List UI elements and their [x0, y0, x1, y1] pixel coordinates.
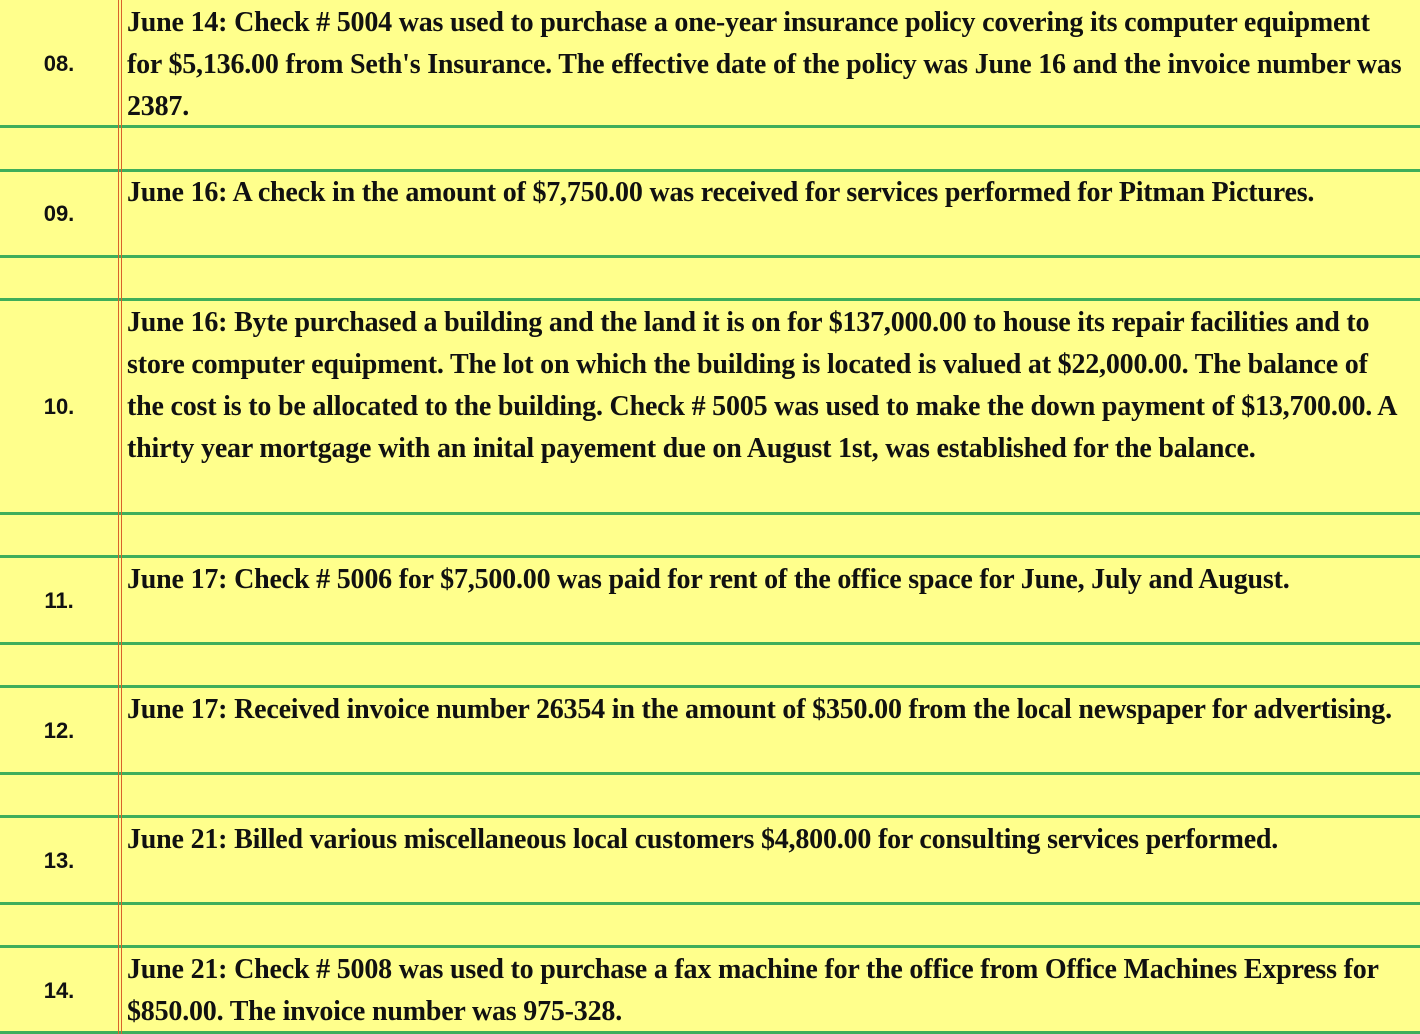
- entry-text: June 14: Check # 5004 was used to purchase a one-year insurance policy covering its computer equipment for $5,136.00 from Seth's Insurance. The effective date of the policy was June 16 and the invoice number was 2387.: [127, 7, 1402, 122]
- entry-13: [0, 819, 1420, 903]
- entry-text: June 16: A check in the amount of $7,750.00 was received for services performed for Pitman Pictures.: [127, 177, 1315, 208]
- rule-line: [0, 642, 1420, 645]
- entry-08: [0, 2, 1420, 126]
- entry-text: June 21: Check # 5008 was used to purchase a fax machine for the office from Office Machines Express for $850.00. The invoice number was 975-328.: [127, 954, 1379, 1027]
- rule-line: [0, 125, 1420, 128]
- entry-text: June 17: Check # 5006 for $7,500.00 was paid for rent of the office space for June, July and August.: [127, 564, 1290, 595]
- entry-11: [0, 559, 1420, 643]
- rule-line: [0, 685, 1420, 688]
- entry-12: [0, 689, 1420, 773]
- entry-text: June 16: Byte purchased a building and the land it is on for $137,000.00 to house its repair facilities and to store computer equipment. The lot on which the building is located is valued at $22,000.00. The balance of the cost is to be allocated to the building. Check # 5005 was used to make the down payment of $13,700.00. A thirty year mortgage with an inital payement due on August 1st, was established for the balance.: [127, 307, 1396, 464]
- entry-number: 09.: [43, 201, 75, 226]
- entry-number: 12.: [43, 718, 75, 743]
- entry-text: June 17: Received invoice number 26354 in the amount of $350.00 from the local newspaper for advertising.: [127, 694, 1392, 725]
- rule-line: [0, 255, 1420, 258]
- entry-14: [0, 949, 1420, 1033]
- entry-number: 10.: [43, 394, 75, 419]
- entry-number: 13.: [43, 848, 75, 873]
- rule-line: [0, 512, 1420, 515]
- margin-line: [118, 0, 119, 1034]
- entry-number: 11.: [44, 588, 74, 613]
- rule-line: [0, 945, 1420, 948]
- margin-line: [121, 0, 122, 1034]
- rule-line: [0, 902, 1420, 905]
- rule-line: [0, 555, 1420, 558]
- rule-line: [0, 298, 1420, 301]
- entry-number: 14.: [43, 978, 75, 1003]
- entry-09: [0, 172, 1420, 256]
- entry-text: June 21: Billed various miscellaneous local customers $4,800.00 for consulting services performed.: [127, 824, 1279, 855]
- entry-10: [0, 302, 1420, 512]
- entry-number: 08.: [43, 51, 75, 76]
- rule-line: [0, 772, 1420, 775]
- rule-line: [0, 815, 1420, 818]
